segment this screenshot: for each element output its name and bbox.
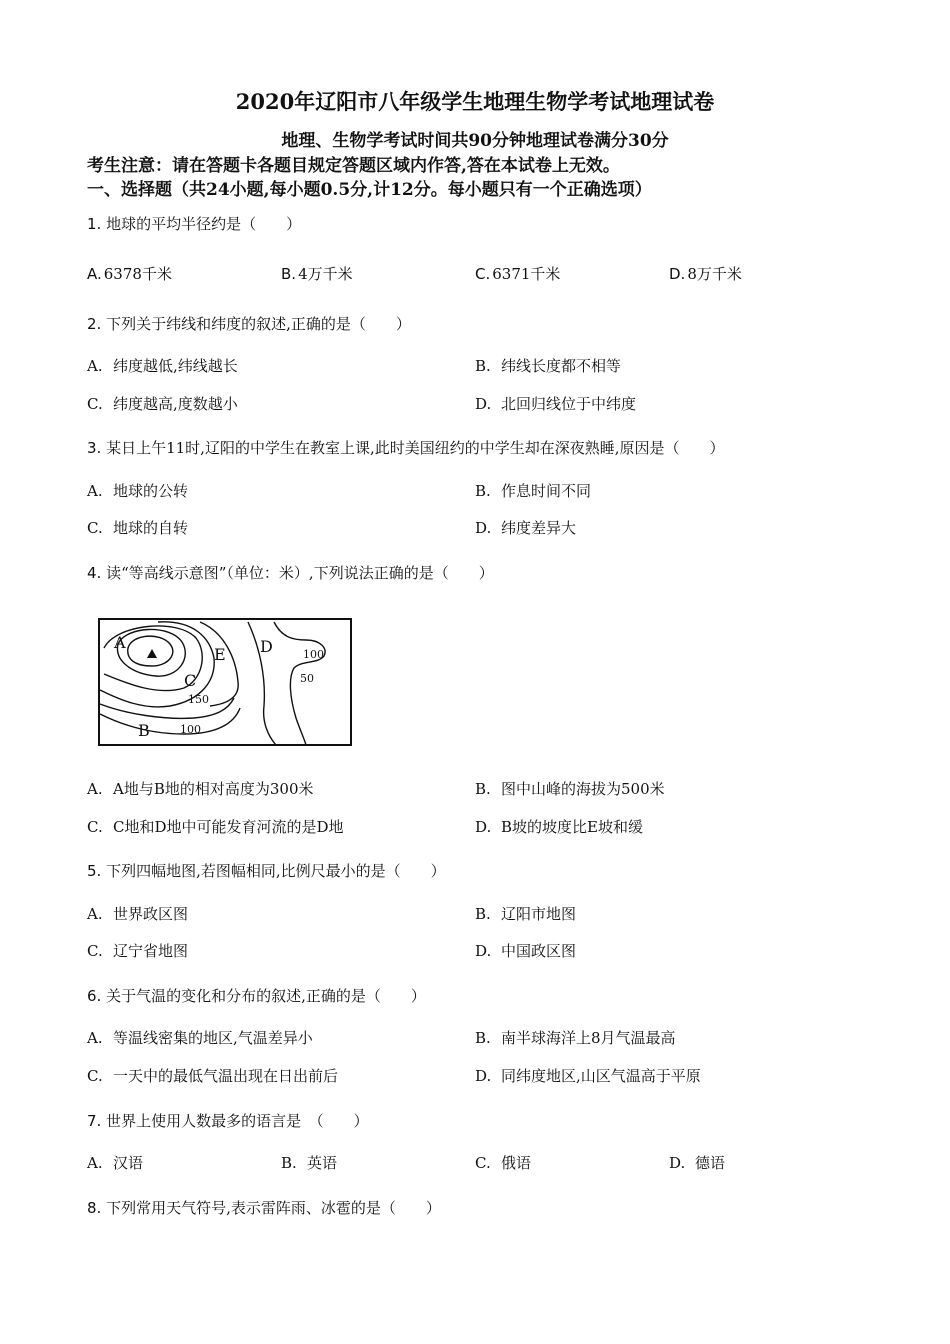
option-6c[interactable]: C. 一天中的最低气温出现在日出前后 xyxy=(87,1067,339,1085)
option-1c[interactable]: C. 6371千米 xyxy=(475,265,561,283)
option-1a[interactable]: A. 6378千米 xyxy=(87,265,172,283)
option-6d[interactable]: D. 同纬度地区,山区气温高于平原 xyxy=(475,1067,701,1085)
option-5d[interactable]: D. 中国政区图 xyxy=(475,942,577,960)
question-6: 6. 关于气温的变化和分布的叙述,正确的是（ ） xyxy=(87,987,426,1005)
option-4c[interactable]: C. C地和D地中可能发育河流的是D地 xyxy=(87,818,344,836)
exam-info: 地理、生物学考试时间共90分钟地理试卷满分30分 xyxy=(281,131,669,151)
option-4b[interactable]: B. 图中山峰的海拔为500米 xyxy=(475,780,665,798)
question-3: 3. 某日上午11时,辽阳的中学生在教室上课,此时美国纽约的中学生却在深夜熟睡,原因是（ ） xyxy=(87,439,725,457)
question-4: 4. 读“等高线示意图”（单位：米）,下列说法正确的是（ ） xyxy=(87,564,494,582)
option-3c[interactable]: C. 地球的自转 xyxy=(87,519,189,537)
contour-map xyxy=(98,618,352,746)
option-7c[interactable]: C. 俄语 xyxy=(475,1154,532,1172)
option-1d[interactable]: D. 8万千米 xyxy=(669,265,742,283)
question-1: 1. 地球的平均半径约是（ ） xyxy=(87,215,302,233)
option-2d[interactable]: D. 北回归线位于中纬度 xyxy=(475,395,637,413)
question-5: 5. 下列四幅地图,若图幅相同,比例尺最小的是（ ） xyxy=(87,862,446,880)
contour-value-100-right: 100 xyxy=(303,648,324,661)
question-8: 8. 下列常用天气符号,表示雷阵雨、冰雹的是（ ） xyxy=(87,1199,441,1217)
question-7: 7. 世界上使用人数最多的语言是 （ ） xyxy=(87,1112,369,1130)
option-5a[interactable]: A. 世界政区图 xyxy=(87,905,189,923)
option-2a[interactable]: A. 纬度越低,纬线越长 xyxy=(87,357,238,375)
option-2c[interactable]: C. 纬度越高,度数越小 xyxy=(87,395,238,413)
contour-value-150: 150 xyxy=(188,693,209,706)
point-c-label: C xyxy=(184,671,197,690)
option-3a[interactable]: A. 地球的公转 xyxy=(87,482,189,500)
option-4d[interactable]: D. B坡的坡度比E坡和缓 xyxy=(475,818,643,836)
candidate-notice: 考生注意：请在答题卡各题目规定答题区域内作答,答在本试卷上无效。 xyxy=(87,156,620,176)
option-7b[interactable]: B. 英语 xyxy=(281,1154,338,1172)
contour-value-50: 50 xyxy=(300,672,314,685)
option-5b[interactable]: B. 辽阳市地图 xyxy=(475,905,577,923)
option-2b[interactable]: B. 纬线长度都不相等 xyxy=(475,357,622,375)
option-3d[interactable]: D. 纬度差异大 xyxy=(475,519,577,537)
option-7a[interactable]: A. 汉语 xyxy=(87,1154,144,1172)
option-7d[interactable]: D. 德语 xyxy=(669,1154,726,1172)
option-1b[interactable]: B. 4万千米 xyxy=(281,265,353,283)
page-title: 2020年辽阳市八年级学生地理生物学考试地理试卷 xyxy=(235,89,715,114)
contour-value-100-left: 100 xyxy=(180,723,201,736)
question-2: 2. 下列关于纬线和纬度的叙述,正确的是（ ） xyxy=(87,315,411,333)
option-5c[interactable]: C. 辽宁省地图 xyxy=(87,942,189,960)
point-a-label: A xyxy=(114,633,126,652)
point-b-label: B xyxy=(138,721,150,740)
option-6b[interactable]: B. 南半球海洋上8月气温最高 xyxy=(475,1029,676,1047)
option-6a[interactable]: A. 等温线密集的地区,气温差异小 xyxy=(87,1029,313,1047)
option-3b[interactable]: B. 作息时间不同 xyxy=(475,482,592,500)
point-e-label: E xyxy=(214,645,226,664)
point-d-label: D xyxy=(260,637,273,656)
option-4a[interactable]: A. A地与B地的相对高度为300米 xyxy=(87,780,314,798)
section-heading: 一、选择题（共24小题,每小题0.5分,计12分。每小题只有一个正确选项） xyxy=(87,180,652,200)
